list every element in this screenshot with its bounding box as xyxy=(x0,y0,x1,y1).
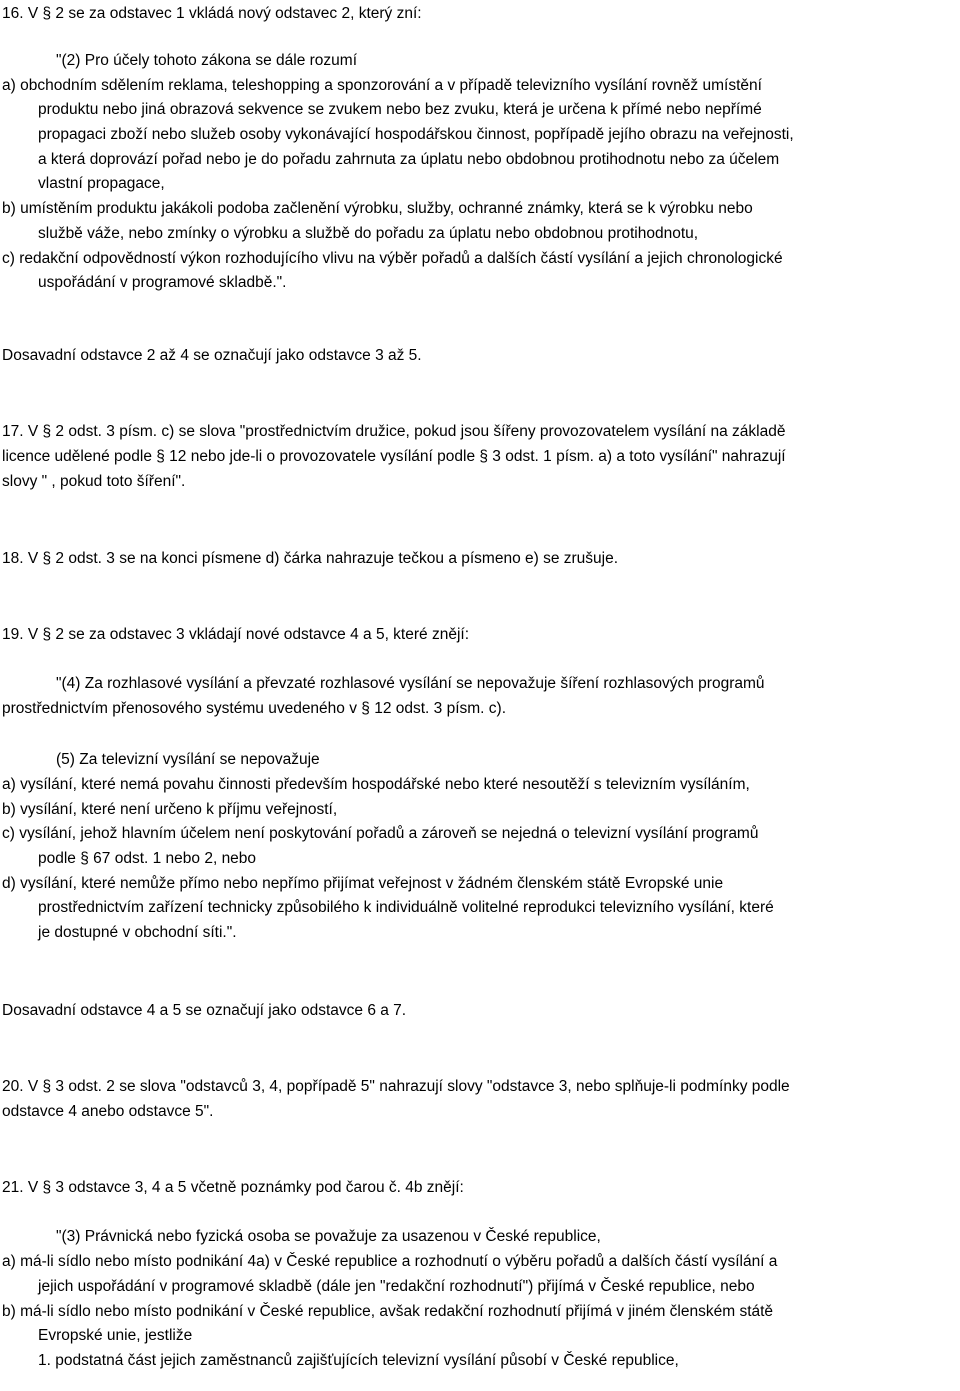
item-19-p4-line-1: "(4) Za rozhlasové vysílání a převzaté rozhlasové vysílání se nepovažuje šíření rozhlasových programů xyxy=(56,675,765,692)
item-21-a-line-1: a) má-li sídlo nebo místo podnikání 4a) v České republice a rozhodnutí o výběru pořadů a dalších částí vysílání a xyxy=(2,1253,778,1270)
item-16-heading: 16. V § 2 se za odstavec 1 vkládá nový odstavec 2, který zní: xyxy=(2,5,422,22)
item-21-b-line-2: Evropské unie, jestliže xyxy=(38,1327,193,1344)
item-21-p3-intro: "(3) Právnická nebo fyzická osoba se považuje za usazenou v České republice, xyxy=(56,1228,601,1245)
item-20-line-1: 20. V § 3 odst. 2 se slova "odstavců 3, 4, popřípadě 5" nahrazují slovy "odstavce 3, nebo splňuje-li podmínky podle xyxy=(2,1078,790,1095)
item-21-point-1: 1. podstatná část jejich zaměstnanců zajišťujících televizní vysílání působí v České republice, xyxy=(38,1352,679,1369)
item-16-c-line-1: c) redakční odpovědností výkon rozhodujícího vlivu na výběr pořadů a dalších částí vysílání a jejich chronologické xyxy=(2,250,783,267)
item-16-a-line-5: vlastní propagace, xyxy=(38,175,165,192)
item-19-c-line-2: podle § 67 odst. 1 nebo 2, nebo xyxy=(38,850,257,867)
item-19-p4-line-2: prostřednictvím přenosového systému uvedeného v § 12 odst. 3 písm. c). xyxy=(2,700,507,717)
item-21-a-line-2: jejich uspořádání v programové skladbě (dále jen "redakční rozhodnutí") přijímá v České republice, nebo xyxy=(38,1278,755,1295)
item-17-line-1: 17. V § 2 odst. 3 písm. c) se slova "prostřednictvím družice, pokud jsou šířeny provozovatelem vysílání na základě xyxy=(2,423,786,440)
item-19-heading: 19. V § 2 se za odstavec 3 vkládají nové odstavce 4 a 5, které znějí: xyxy=(2,626,469,643)
item-19-d-line-3: je dostupné v obchodní síti.". xyxy=(38,924,237,941)
item-19-d-line-2: prostřednictvím zařízení technicky způsobilého k individuálně volitelné reprodukci televizního vysílání, které xyxy=(38,899,774,916)
item-16-a-line-2: produktu nebo jiná obrazová sekvence se zvukem nebo bez zvuku, která je určena k přímé nebo nepřímé xyxy=(38,101,762,118)
item-21-b-line-1: b) má-li sídlo nebo místo podnikání v České republice, avšak redakční rozhodnutí přijímá v jiném členském státě xyxy=(2,1303,774,1320)
item-16-renumber: Dosavadní odstavce 2 až 4 se označují jako odstavce 3 až 5. xyxy=(2,347,422,364)
item-19-p5-intro: (5) Za televizní vysílání se nepovažuje xyxy=(56,751,320,768)
item-19-d-line-1: d) vysílání, které nemůže přímo nebo nepřímo přijímat veřejnost v žádném členském státě Evropské unie xyxy=(2,875,724,892)
item-16-b-line-2: službě váže, nebo zmínky o výrobku a službě do pořadu za úplatu nebo obdobnou protihodnotu, xyxy=(38,225,699,242)
item-18-line-1: 18. V § 2 odst. 3 se na konci písmene d) čárka nahrazuje tečkou a písmeno e) se zrušuje. xyxy=(2,550,619,567)
item-16-quote-intro: "(2) Pro účely tohoto zákona se dále rozumí xyxy=(56,52,358,69)
item-16-b-line-1: b) umístěním produktu jakákoli podoba začlenění výrobku, služby, ochranné známky, která se k výrobku nebo xyxy=(2,200,753,217)
item-19-a-line-1: a) vysílání, které nemá povahu činnosti především hospodářské nebo které nesoutěží s televizním vysíláním, xyxy=(2,776,750,793)
item-17-line-2: licence udělené podle § 12 nebo jde-li o provozovatele vysílání podle § 3 odst. 1 písm. a) a toto vysílání" nahrazují xyxy=(2,448,786,465)
item-16-a-line-1: a) obchodním sdělením reklama, teleshopping a sponzorování a v případě televizního vysílání rovněž umístění xyxy=(2,77,762,94)
item-19-b-line-1: b) vysílání, které není určeno k příjmu veřejností, xyxy=(2,801,338,818)
item-16-c-line-2: uspořádání v programové skladbě.". xyxy=(38,274,287,291)
item-17-line-3: slovy " , pokud toto šíření". xyxy=(2,473,186,490)
item-19-c-line-1: c) vysílání, jehož hlavním účelem není poskytování pořadů a zároveň se nejedná o televizní vysílání programů xyxy=(2,825,759,842)
item-20-line-2: odstavce 4 anebo odstavce 5". xyxy=(2,1103,214,1120)
item-16-a-line-3: propagaci zboží nebo služeb osoby vykonávající hospodářskou činnost, popřípadě jejího obrazu na veřejnosti, xyxy=(38,126,794,143)
item-16-a-line-4: a která doprovází pořad nebo je do pořadu zahrnuta za úplatu nebo obdobnou protihodnotu nebo za účelem xyxy=(38,151,780,168)
item-19-renumber: Dosavadní odstavce 4 a 5 se označují jako odstavce 6 a 7. xyxy=(2,1002,407,1019)
item-21-heading: 21. V § 3 odstavce 3, 4 a 5 včetně poznámky pod čarou č. 4b znějí: xyxy=(2,1179,464,1196)
